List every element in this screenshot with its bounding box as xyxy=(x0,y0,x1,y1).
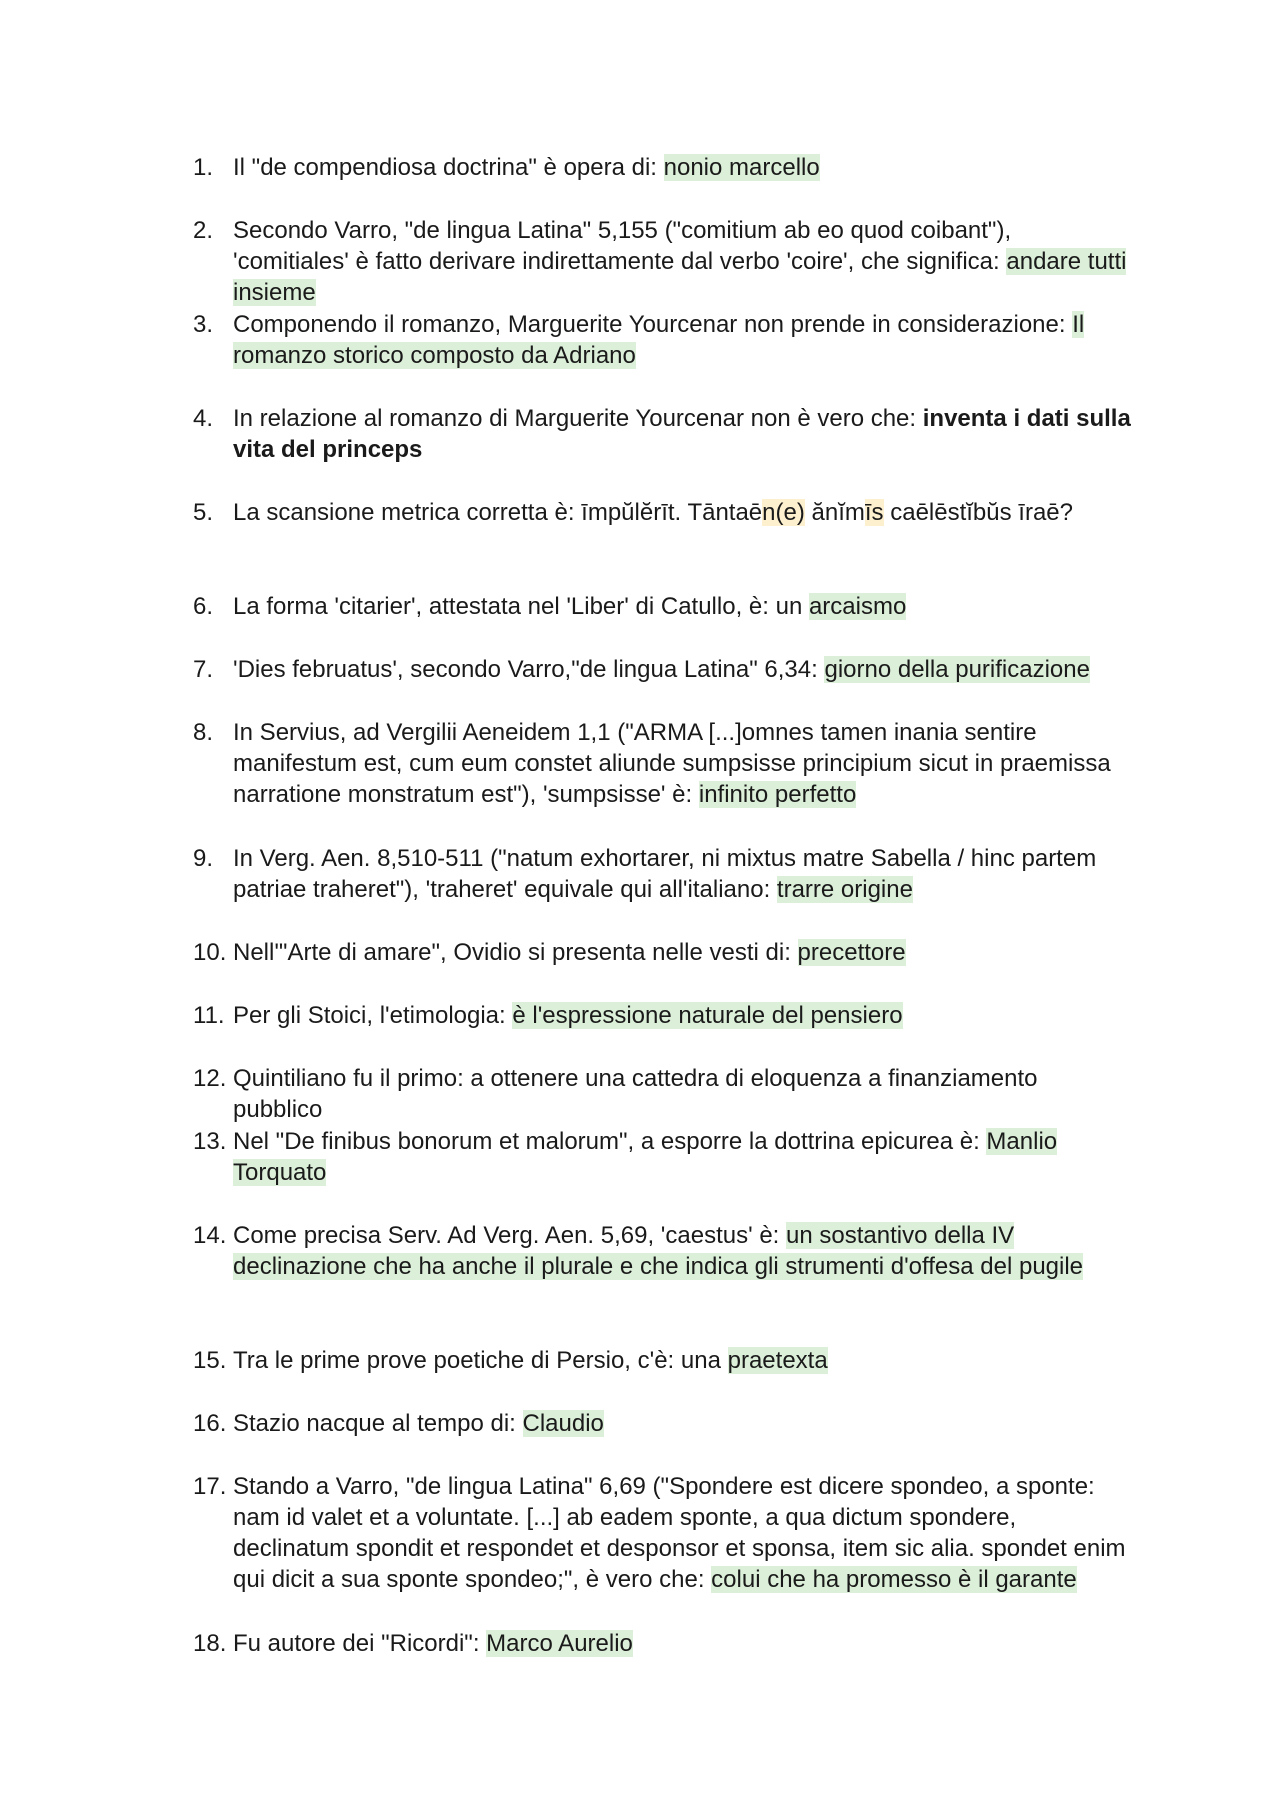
question-number: 6. xyxy=(193,593,214,620)
question-number: 16. xyxy=(193,1410,227,1437)
question-text: Quintiliano fu il primo: a ottenere una cattedra di eloquenza a finanziamento pubblico xyxy=(233,1065,1038,1123)
question-10 xyxy=(193,937,1133,968)
highlighted-answer: Il romanzo storico composto da Adriano xyxy=(233,311,1085,369)
question-text: Stando a Varro, "de lingua Latina" 6,69 ("Spondere est dicere spondeo, a sponte: nam id valet et a voluntate. [...] ab eadem sponte, a qua dictum spondere, declinatum spondit et respondet et desponsor et sponsa, item sic alia. spondet enim qui dicit a sua sponte spondeo;", è vero che: xyxy=(233,1473,1126,1593)
question-text: Per gli Stoici, l'etimologia: xyxy=(233,1002,513,1029)
highlighted-answer: un sostantivo della IV declinazione che ha anche il plurale e che indica gli strumenti d'offesa del pugile xyxy=(233,1222,1084,1280)
scansion-part: īmpŭlĕrīt. Tāntaē xyxy=(581,499,763,526)
question-number: 10. xyxy=(193,939,227,966)
question-15 xyxy=(193,1345,1133,1376)
question-text: Tra le prime prove poetiche di Persio, c'è: una xyxy=(233,1347,728,1374)
question-text: Fu autore dei "Ricordi": xyxy=(233,1630,487,1657)
question-12 xyxy=(193,1063,1133,1125)
question-number: 7. xyxy=(193,656,214,683)
highlighted-answer: colui che ha promesso è il garante xyxy=(711,1566,1077,1593)
question-number: 5. xyxy=(193,499,214,526)
question-3 xyxy=(193,309,1133,371)
scansion-highlight: īs xyxy=(864,499,884,526)
question-text: In Servius, ad Vergilii Aeneidem 1,1 ("ARMA [...]omnes tamen inania sentire manifestum est, cum eum constet aliunde sumpsisse principium sicut in praemissa narratione monstratum est"), 'sumpsisse' è: xyxy=(233,719,1111,808)
question-number: 9. xyxy=(193,845,214,872)
question-number: 14. xyxy=(193,1222,227,1249)
scansion-part: caēlēstĭbŭs īraē? xyxy=(883,499,1073,526)
question-18 xyxy=(193,1628,1133,1659)
question-number: 17. xyxy=(193,1473,227,1500)
question-number: 8. xyxy=(193,719,214,746)
question-11 xyxy=(193,1000,1133,1031)
question-16 xyxy=(193,1408,1133,1439)
question-number: 18. xyxy=(193,1630,227,1657)
highlighted-answer: Claudio xyxy=(522,1410,604,1437)
highlighted-answer: è l'espressione naturale del pensiero xyxy=(512,1002,903,1029)
highlighted-answer: giorno della purificazione xyxy=(824,656,1090,683)
question-text: In relazione al romanzo di Marguerite Yourcenar non è vero che: xyxy=(233,405,923,432)
question-number: 4. xyxy=(193,405,214,432)
question-number: 11. xyxy=(193,1002,225,1029)
question-9 xyxy=(193,843,1133,905)
highlighted-answer: praetexta xyxy=(727,1347,828,1374)
question-13 xyxy=(193,1126,1133,1188)
question-14 xyxy=(193,1220,1133,1282)
question-text: La forma 'citarier', attestata nel 'Liber' di Catullo, è: un xyxy=(233,593,809,620)
highlighted-answer: Manlio Torquato xyxy=(233,1128,1058,1186)
highlighted-answer: andare tutti insieme xyxy=(233,248,1127,306)
question-text: In Verg. Aen. 8,510-511 ("natum exhortarer, ni mixtus matre Sabella / hinc partem patriae traheret"), 'traheret' equivale qui all'italiano: xyxy=(233,845,1097,903)
question-17 xyxy=(193,1471,1133,1595)
question-text: 'Dies februatus', secondo Varro,"de lingua Latina" 6,34: xyxy=(233,656,825,683)
question-8 xyxy=(193,717,1133,810)
question-text: Il "de compendiosa doctrina" è opera di: xyxy=(233,154,664,181)
question-text: La scansione metrica corretta è: xyxy=(233,499,582,526)
question-number: 3. xyxy=(193,311,214,338)
question-5 xyxy=(193,497,1133,528)
question-number: 12. xyxy=(193,1065,227,1092)
question-text: Stazio nacque al tempo di: xyxy=(233,1410,523,1437)
question-number: 2. xyxy=(193,217,214,244)
highlighted-answer: nonio marcello xyxy=(663,154,820,181)
question-2 xyxy=(193,215,1133,308)
scansion-part: ănĭm xyxy=(804,499,865,526)
question-number: 1. xyxy=(193,154,214,181)
question-number: 13. xyxy=(193,1128,227,1155)
highlighted-answer: Marco Aurelio xyxy=(486,1630,633,1657)
question-4 xyxy=(193,403,1133,465)
question-6 xyxy=(193,591,1133,622)
highlighted-answer: trarre origine xyxy=(776,876,913,903)
question-text: Come precisa Serv. Ad Verg. Aen. 5,69, 'caestus' è: xyxy=(233,1222,787,1249)
bold-answer: inventa i dati sulla vita del princeps xyxy=(233,405,1131,463)
question-text: Secondo Varro, "de lingua Latina" 5,155 ("comitium ab eo quod coibant"), 'comitiales' è fatto derivare indirettamente dal verbo 'coire', che significa: xyxy=(233,217,1012,275)
highlighted-answer: precettore xyxy=(797,939,906,966)
question-1 xyxy=(193,152,1133,183)
question-7 xyxy=(193,654,1133,685)
scansion-elision: n(e) xyxy=(762,499,805,526)
question-number: 15. xyxy=(193,1347,227,1374)
question-text: Nel "De finibus bonorum et malorum", a esporre la dottrina epicurea è: xyxy=(233,1128,987,1155)
question-text: Nell'"Arte di amare", Ovidio si presenta nelle vesti di: xyxy=(233,939,798,966)
highlighted-answer: arcaismo xyxy=(808,593,907,620)
highlighted-answer: infinito perfetto xyxy=(698,781,857,808)
question-text: Componendo il romanzo, Marguerite Yourcenar non prende in considerazione: xyxy=(233,311,1073,338)
